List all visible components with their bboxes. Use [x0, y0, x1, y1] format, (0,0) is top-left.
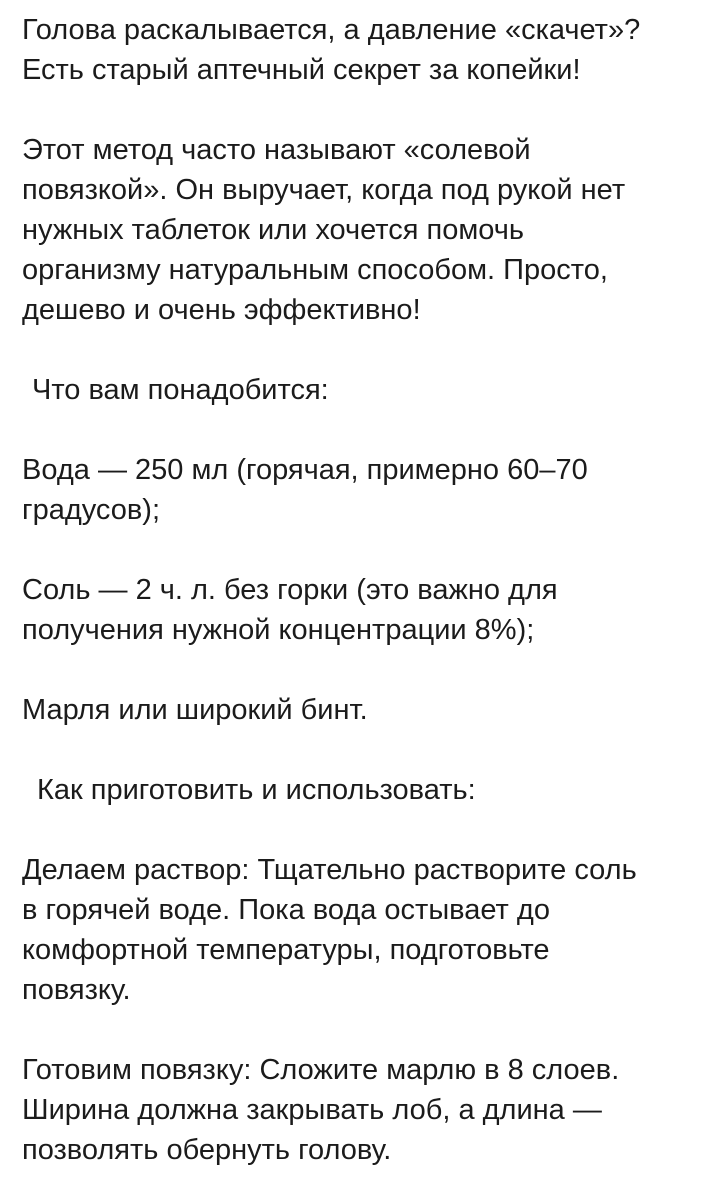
method-heading: Как приготовить и использовать:: [37, 774, 476, 806]
ingredient-item: Вода — 250 мл (горячая, примерно 60–70 градусов);: [22, 454, 588, 526]
step-item: Делаем раствор: Тщательно растворите соль в горячей воде. Пока вода остывает до комфортной температуры, подготовьте повязку.: [22, 854, 637, 1006]
article-body: [22, 10, 702, 1170]
paragraph-gap: [22, 1010, 702, 1050]
description-paragraph: Этот метод часто называют «солевой повязкой». Он выручает, когда под рукой нет нужных таблеток или хочется помочь организму натуральным способом. Просто, дешево и очень эффективно!: [22, 134, 626, 326]
paragraph-gap: [22, 730, 702, 770]
paragraph-gap: [22, 810, 702, 850]
ingredient-item: Марля или широкий бинт.: [22, 694, 368, 726]
intro-paragraph: Голова раскалывается, а давление «скачет»? Есть старый аптечный секрет за копейки!: [22, 14, 641, 86]
paragraph-gap: [22, 90, 702, 130]
ingredient-item: Соль — 2 ч. л. без горки (это важно для получения нужной концентрации 8%);: [22, 574, 558, 646]
paragraph-gap: [22, 650, 702, 690]
step-item: Готовим повязку: Сложите марлю в 8 слоев. Ширина должна закрывать лоб, а длина — позволять обернуть голову.: [22, 1054, 620, 1166]
paragraph-gap: [22, 330, 702, 370]
ingredients-heading: Что вам понадобится:: [32, 374, 329, 406]
paragraph-gap: [22, 410, 702, 450]
paragraph-gap: [22, 530, 702, 570]
